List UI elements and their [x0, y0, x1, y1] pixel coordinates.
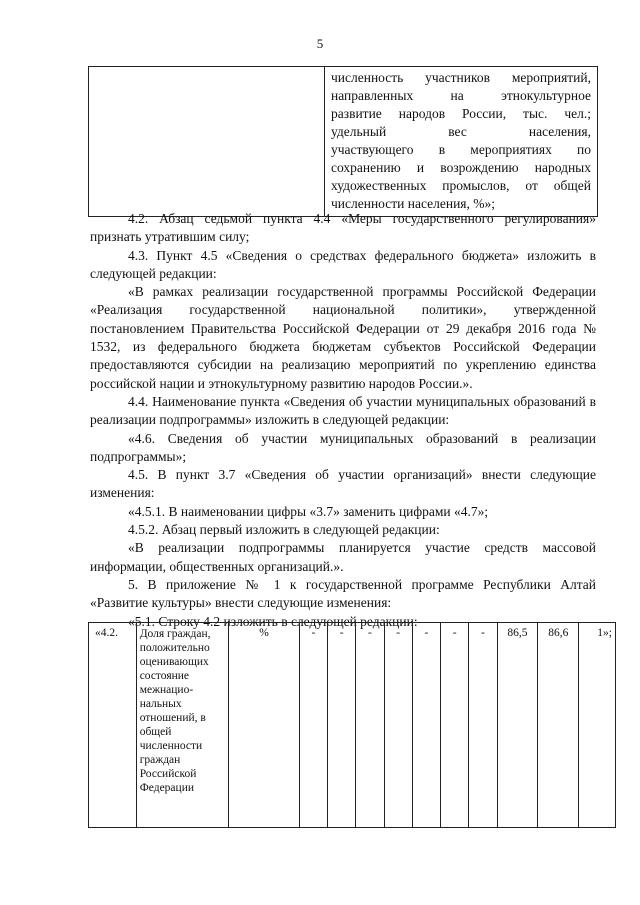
paragraph: «4.6. Сведения об участии муниципальных образований в реализации подпрограммы»; — [90, 430, 596, 464]
name-line: отношений, в — [139, 712, 206, 724]
cell-line: художественных промыслов, от общей — [331, 178, 591, 193]
cell-line: развитие народов России, тыс. чел.; — [331, 106, 591, 121]
paragraph: 5. В приложение № 1 к государственной программе Республики Алтай «Развитие культуры» внести следующие изменения: — [90, 576, 596, 611]
indicator-table — [88, 622, 616, 828]
paragraph: 4.5. В пункт 3.7 «Сведения об участии организаций» внести следующие изменения: — [90, 467, 596, 501]
name-line: положительно — [139, 642, 210, 654]
empty-cell — [89, 67, 325, 217]
value-cell: 1»; — [579, 623, 616, 828]
cell-line: численность участников мероприятий, — [331, 70, 591, 85]
paragraph: «4.5.1. В наименовании цифры «3.7» заменить цифрами «4.7»; — [128, 503, 489, 519]
indicator-cell — [325, 67, 598, 217]
paragraph: 4.2. Абзац седьмой пункта 4.4 «Меры государственного регулирования» признать утратившим силу; — [90, 211, 596, 245]
cell-line: участвующего в мероприятиях по — [331, 142, 591, 157]
dash-cell: - — [328, 623, 356, 828]
dash-cell: - — [299, 623, 327, 828]
paragraph: 4.5.2. Абзац первый изложить в следующей редакции: — [128, 522, 440, 538]
page-number: 5 — [316, 36, 324, 51]
cell-line: численности населения, %»; — [331, 196, 496, 211]
name-line: состояние — [139, 670, 190, 682]
name-line: Федерации — [139, 782, 194, 794]
name-line: Доля граждан, — [139, 628, 211, 640]
indicator-name — [136, 623, 229, 828]
name-line: общей — [139, 726, 172, 738]
name-line: граждан — [139, 754, 181, 766]
cell-line: сохранению и возрождению народных — [331, 160, 591, 175]
name-line: численности — [139, 740, 203, 752]
dash-cell: - — [441, 623, 469, 828]
paragraph: 4.4. Наименование пункта «Сведения об участии муниципальных образований в реализации подпрограммы» изложить в следующей редакции: — [90, 393, 596, 428]
continued-table — [88, 66, 598, 217]
dash-cell: - — [356, 623, 384, 828]
table-row — [89, 623, 616, 828]
unit-cell: % — [229, 623, 300, 828]
name-line: межнацио- — [139, 684, 194, 696]
paragraph: «В реализации подпрограммы планируется участие средств массовой информации, общественных организаций.». — [90, 540, 596, 574]
paragraph: 4.3. Пункт 4.5 «Сведения о средствах федерального бюджета» изложить в следующей редакции: — [90, 247, 596, 281]
row-number: «4.2. — [89, 623, 137, 828]
dash-cell: - — [412, 623, 440, 828]
name-line: Российской — [139, 768, 197, 780]
cell-line: направленных на этнокультурное — [331, 88, 591, 103]
value-cell: 86,6 — [538, 623, 579, 828]
paragraph: «В рамках реализации государственной программы Российской Федерации «Реализация государственной национальной политики», утвержденной постановлением Правительства Российской Федерации от 29 декабря 2016 года № 1532, из федерального бюджета бюджетам субъектов Российской Федерации предоставляются субсидии на реализацию мероприятий по укреплению единства российской нации и этнокультурному развитию народов России.». — [90, 284, 596, 391]
value-cell: 86,5 — [497, 623, 538, 828]
name-line: нальных — [139, 698, 182, 710]
dash-cell: - — [469, 623, 497, 828]
paragraph: «5.1. Строку 4.2 изложить в следующей редакции: — [128, 613, 418, 629]
dash-cell: - — [384, 623, 412, 828]
name-line: оценивающих — [139, 656, 209, 668]
document-body — [90, 210, 596, 631]
cell-line: удельный вес населения, — [331, 124, 591, 139]
